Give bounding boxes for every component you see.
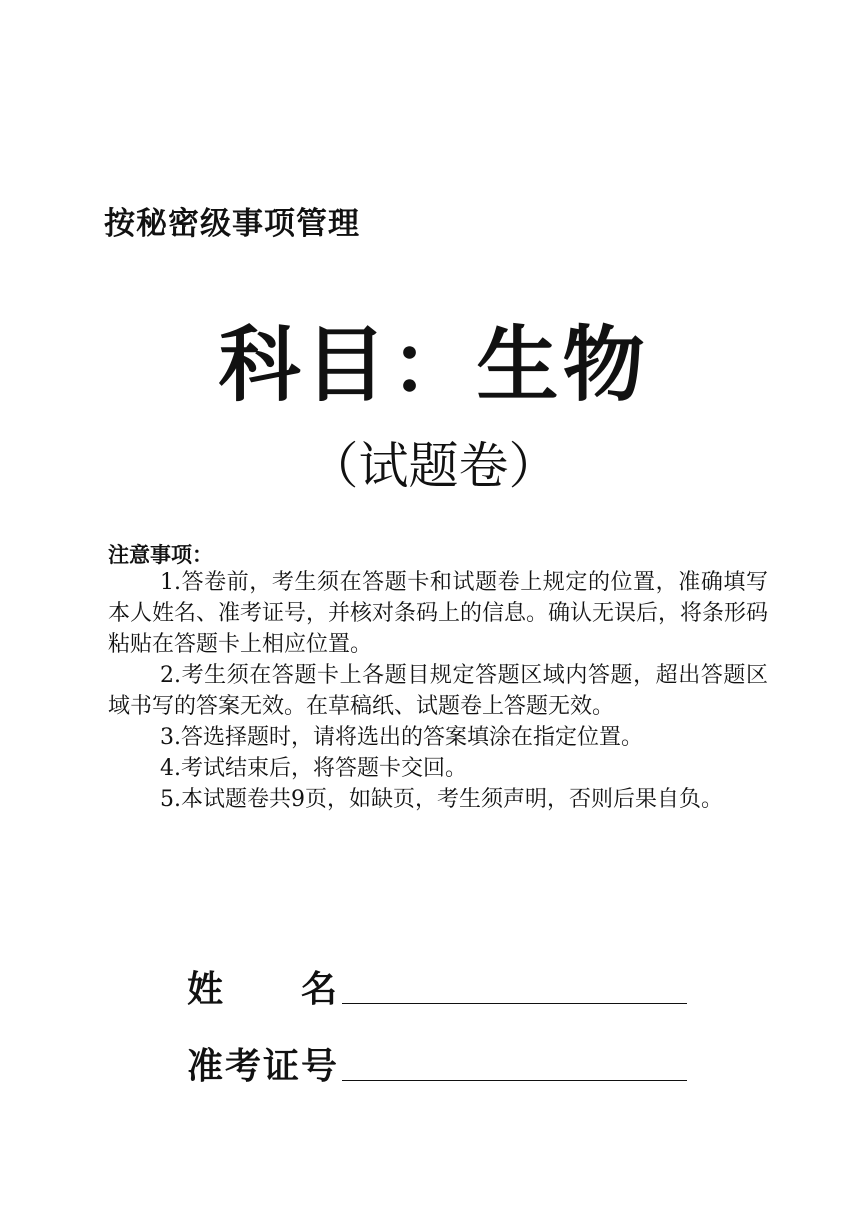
exam-number-field-row bbox=[187, 1038, 687, 1090]
notice-item: 3.答选择题时，请将选出的答案填涂在指定位置。 bbox=[160, 725, 643, 750]
exam-number-label: 准考证号 bbox=[187, 1045, 340, 1087]
notice-item: 4.考试结束后，将答题卡交回。 bbox=[160, 756, 467, 781]
notice-item: 5.本试题卷共9页，如缺页，考生须声明，否则后果自负。 bbox=[160, 787, 723, 812]
name-field-row bbox=[187, 961, 687, 1013]
notice-item: 1.答卷前，考生须在答题卡和试题卷上规定的位置，准确填写本人姓名、准考证号，并核对条码上的信息。确认无误后，将条形码粘贴在答题卡上相应位置。 bbox=[108, 570, 769, 657]
subject-title: 科目：生物 bbox=[218, 317, 649, 413]
confidentiality-level: 按秘密级事项管理 bbox=[104, 206, 360, 242]
exam-number-fill-line[interactable] bbox=[342, 1040, 687, 1081]
notice-title: 注意事项： bbox=[108, 542, 213, 567]
name-label: 姓名 bbox=[187, 968, 416, 1010]
notice-item: 2.考生须在答题卡上各题目规定答题区域内答题，超出答题区域书写的答案无效。在草稿纸、试题卷上答题无效。 bbox=[108, 663, 768, 719]
paper-type-label: （试题卷） bbox=[308, 437, 559, 495]
notice-list bbox=[108, 567, 768, 815]
name-fill-line[interactable] bbox=[342, 963, 687, 1004]
